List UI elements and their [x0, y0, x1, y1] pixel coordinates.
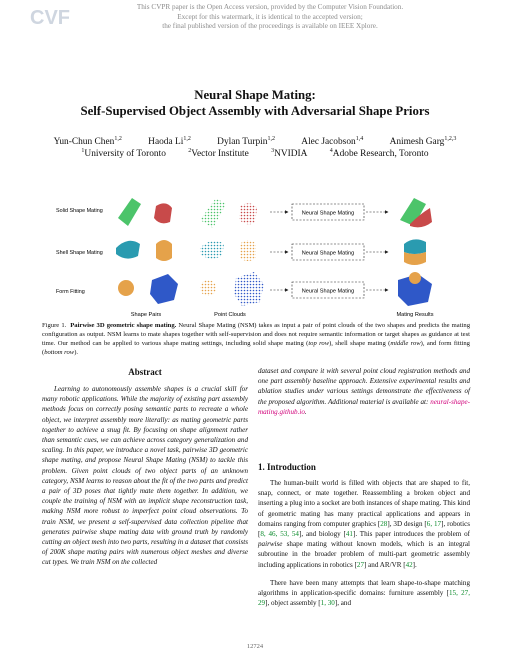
- figure-caption: Figure 1. Pairwise 3D geometric shape mating. Neural Shape Mating (NSM) takes as input a pair of point clouds of the two shapes and predicts the mating configuration as output. NSM learns to mate shapes together with self-supervision and does not require semantic information or target shapes as guidance at test time. Our method can be applied to various shape mating settings, including solid shape mating (top row), shell shape mating (middle row), and form fitting (bottom row).: [42, 322, 470, 356]
- citation[interactable]: 28: [380, 519, 388, 528]
- row-label-solid: Solid Shape Mating: [56, 208, 103, 214]
- intro-paragraph-2: There have been many attempts that learn shape-to-shape matching algorithms in application-specific domains: furniture assembly [15, 27, 29], object assembly [1, 30], and: [258, 579, 471, 608]
- affiliation-list: [35, 148, 475, 160]
- solid-point-cloud: [200, 198, 257, 228]
- affiliation: $^3$NVIDIA: [271, 147, 308, 159]
- author: Alec Jacobson$^{1,4}$: [301, 135, 364, 147]
- watermark-note: [90, 3, 450, 32]
- watermark-line: This CVPR paper is the Open Access version, provided by the Computer Vision Foundation.: [136, 3, 404, 11]
- author: Yun-Chun Chen$^{1,2}$: [53, 135, 122, 147]
- teaser-figure: [48, 196, 468, 318]
- author-list: [35, 136, 475, 148]
- project-link[interactable]: neural-shape-mating.github.io: [258, 397, 470, 416]
- form-shape-pair: [118, 274, 178, 304]
- citation[interactable]: 8, 46, 53, 54: [260, 530, 299, 539]
- title-line-2: Self-Supervised Object Assembly with Adversarial Shape Priors: [80, 103, 430, 118]
- caption-bold: Pairwise 3D geometric shape mating.: [70, 322, 177, 329]
- form-mating-result: [398, 272, 432, 306]
- solid-shape-pair: [118, 198, 172, 226]
- paper-title: [40, 88, 470, 119]
- author: Dylan Turpin$^{1,2}$: [217, 135, 275, 147]
- citation[interactable]: 1, 30: [320, 599, 335, 608]
- shell-point-cloud: [200, 240, 256, 261]
- intro-paragraph-1: The human-built world is filled with objects that are shaped to fit, snap, connect, or mate together. Reassembling a broken object and inserting a plug into a socket are both instances of shape mating. This kind of geometric mating has many practical applications and appears in domains ranging from computer graphics [28], 3D design [6, 17], robotics [8, 46, 53, 54], and biology [41]. This paper introduces the problem of pairwise shape mating without known models, which is an integral subroutine in the broader problem of multi-part geometric assembly including applications in robotics [27] and AR/VR [42].: [258, 479, 471, 569]
- nsm-module-row3: [270, 282, 388, 298]
- citation[interactable]: 6, 17: [426, 519, 442, 528]
- shell-shape-pair: [116, 240, 172, 261]
- watermark-line: Except for this watermark, it is identical to the accepted version;: [177, 12, 363, 21]
- row-label-shell: Shell Shape Mating: [56, 250, 103, 256]
- intro-heading: 1. Introduction: [258, 462, 316, 472]
- citation[interactable]: 27: [356, 560, 364, 569]
- author: Haoda Li$^{1,2}$: [148, 135, 191, 147]
- col-label-point-clouds: Point Clouds: [214, 312, 246, 318]
- caption-figure-number: Figure 1.: [42, 322, 67, 329]
- author-block: [35, 136, 475, 160]
- cvf-logo: [30, 6, 74, 28]
- row-label-form: Form Fitting: [56, 289, 85, 295]
- cvf-logo-text: CVF: [30, 7, 70, 28]
- title-line-1: Neural Shape Mating:: [194, 88, 316, 102]
- abstract-text-right: dataset and compare it with several point cloud registration methods and one part assembly baseline approach. Extensive experimental results and ablation studies under various settings demonstrate the effectiveness of the proposed algorithm. Additional material is available at: neural-shape-mating.github.io.: [258, 367, 470, 416]
- watermark-line: the final published version of the proceedings is available on IEEE Xplore.: [162, 22, 378, 31]
- form-point-cloud: [200, 272, 264, 306]
- author: Animesh Garg$^{1,2,3}$: [389, 135, 457, 147]
- solid-mating-result: [400, 198, 432, 227]
- citation[interactable]: 41: [345, 530, 353, 539]
- abstract-heading: Abstract: [128, 367, 162, 377]
- nsm-box-label: Neural Shape Mating: [301, 250, 355, 257]
- affiliation: $^1$University of Toronto: [81, 147, 166, 159]
- nsm-module-row2: [270, 244, 388, 260]
- col-label-shape-pairs: Shape Pairs: [130, 312, 162, 318]
- nsm-box-label: Neural Shape Mating: [301, 288, 355, 295]
- affiliation: $^4$Adobe Research, Toronto: [329, 147, 429, 159]
- page-number: 12724: [246, 643, 264, 650]
- citation[interactable]: 15, 27, 29: [258, 589, 471, 608]
- nsm-module-row1: [270, 204, 388, 220]
- affiliation: $^2$Vector Institute: [188, 147, 249, 159]
- nsm-box-label: Neural Shape Mating: [301, 210, 355, 217]
- col-label-mating-results: Mating Results: [396, 312, 434, 318]
- citation[interactable]: 42: [405, 560, 413, 569]
- shell-mating-result: [404, 239, 426, 265]
- abstract-text-left: Learning to autonomously assemble shapes is a crucial skill for many robotic applications. While the majority of existing part assembly methods focus on correctly posing semantic parts to recreate a whole object, we interpret assembly more literally: as mating geometric parts together to achieve a snug fit. By focusing on shape alignment rather than semantic cues, we can achieve across category generalization and scaling. In this paper, we introduce a novel task, pairwise 3D geometric shape mating, and propose Neural Shape Mating (NSM) to tackle this problem. Given point clouds of two object parts of an unknown category, NSM learns to reason about the fit of the two parts and predict a pair of 3D poses that tightly mate them together. In addition, we couple the training of NSM with an implicit shape reconstruction task, making NSM more robust to imperfect point cloud observations. To train NSM, we present a self-supervised data collection pipeline that generates pairwise shape mating data with ground truth by randomly cutting an object mesh into two parts, resulting in a dataset that consists of 200K shape mating pairs with numerous object meshes and diverse cut types. We train NSM on the collected: [42, 385, 248, 567]
